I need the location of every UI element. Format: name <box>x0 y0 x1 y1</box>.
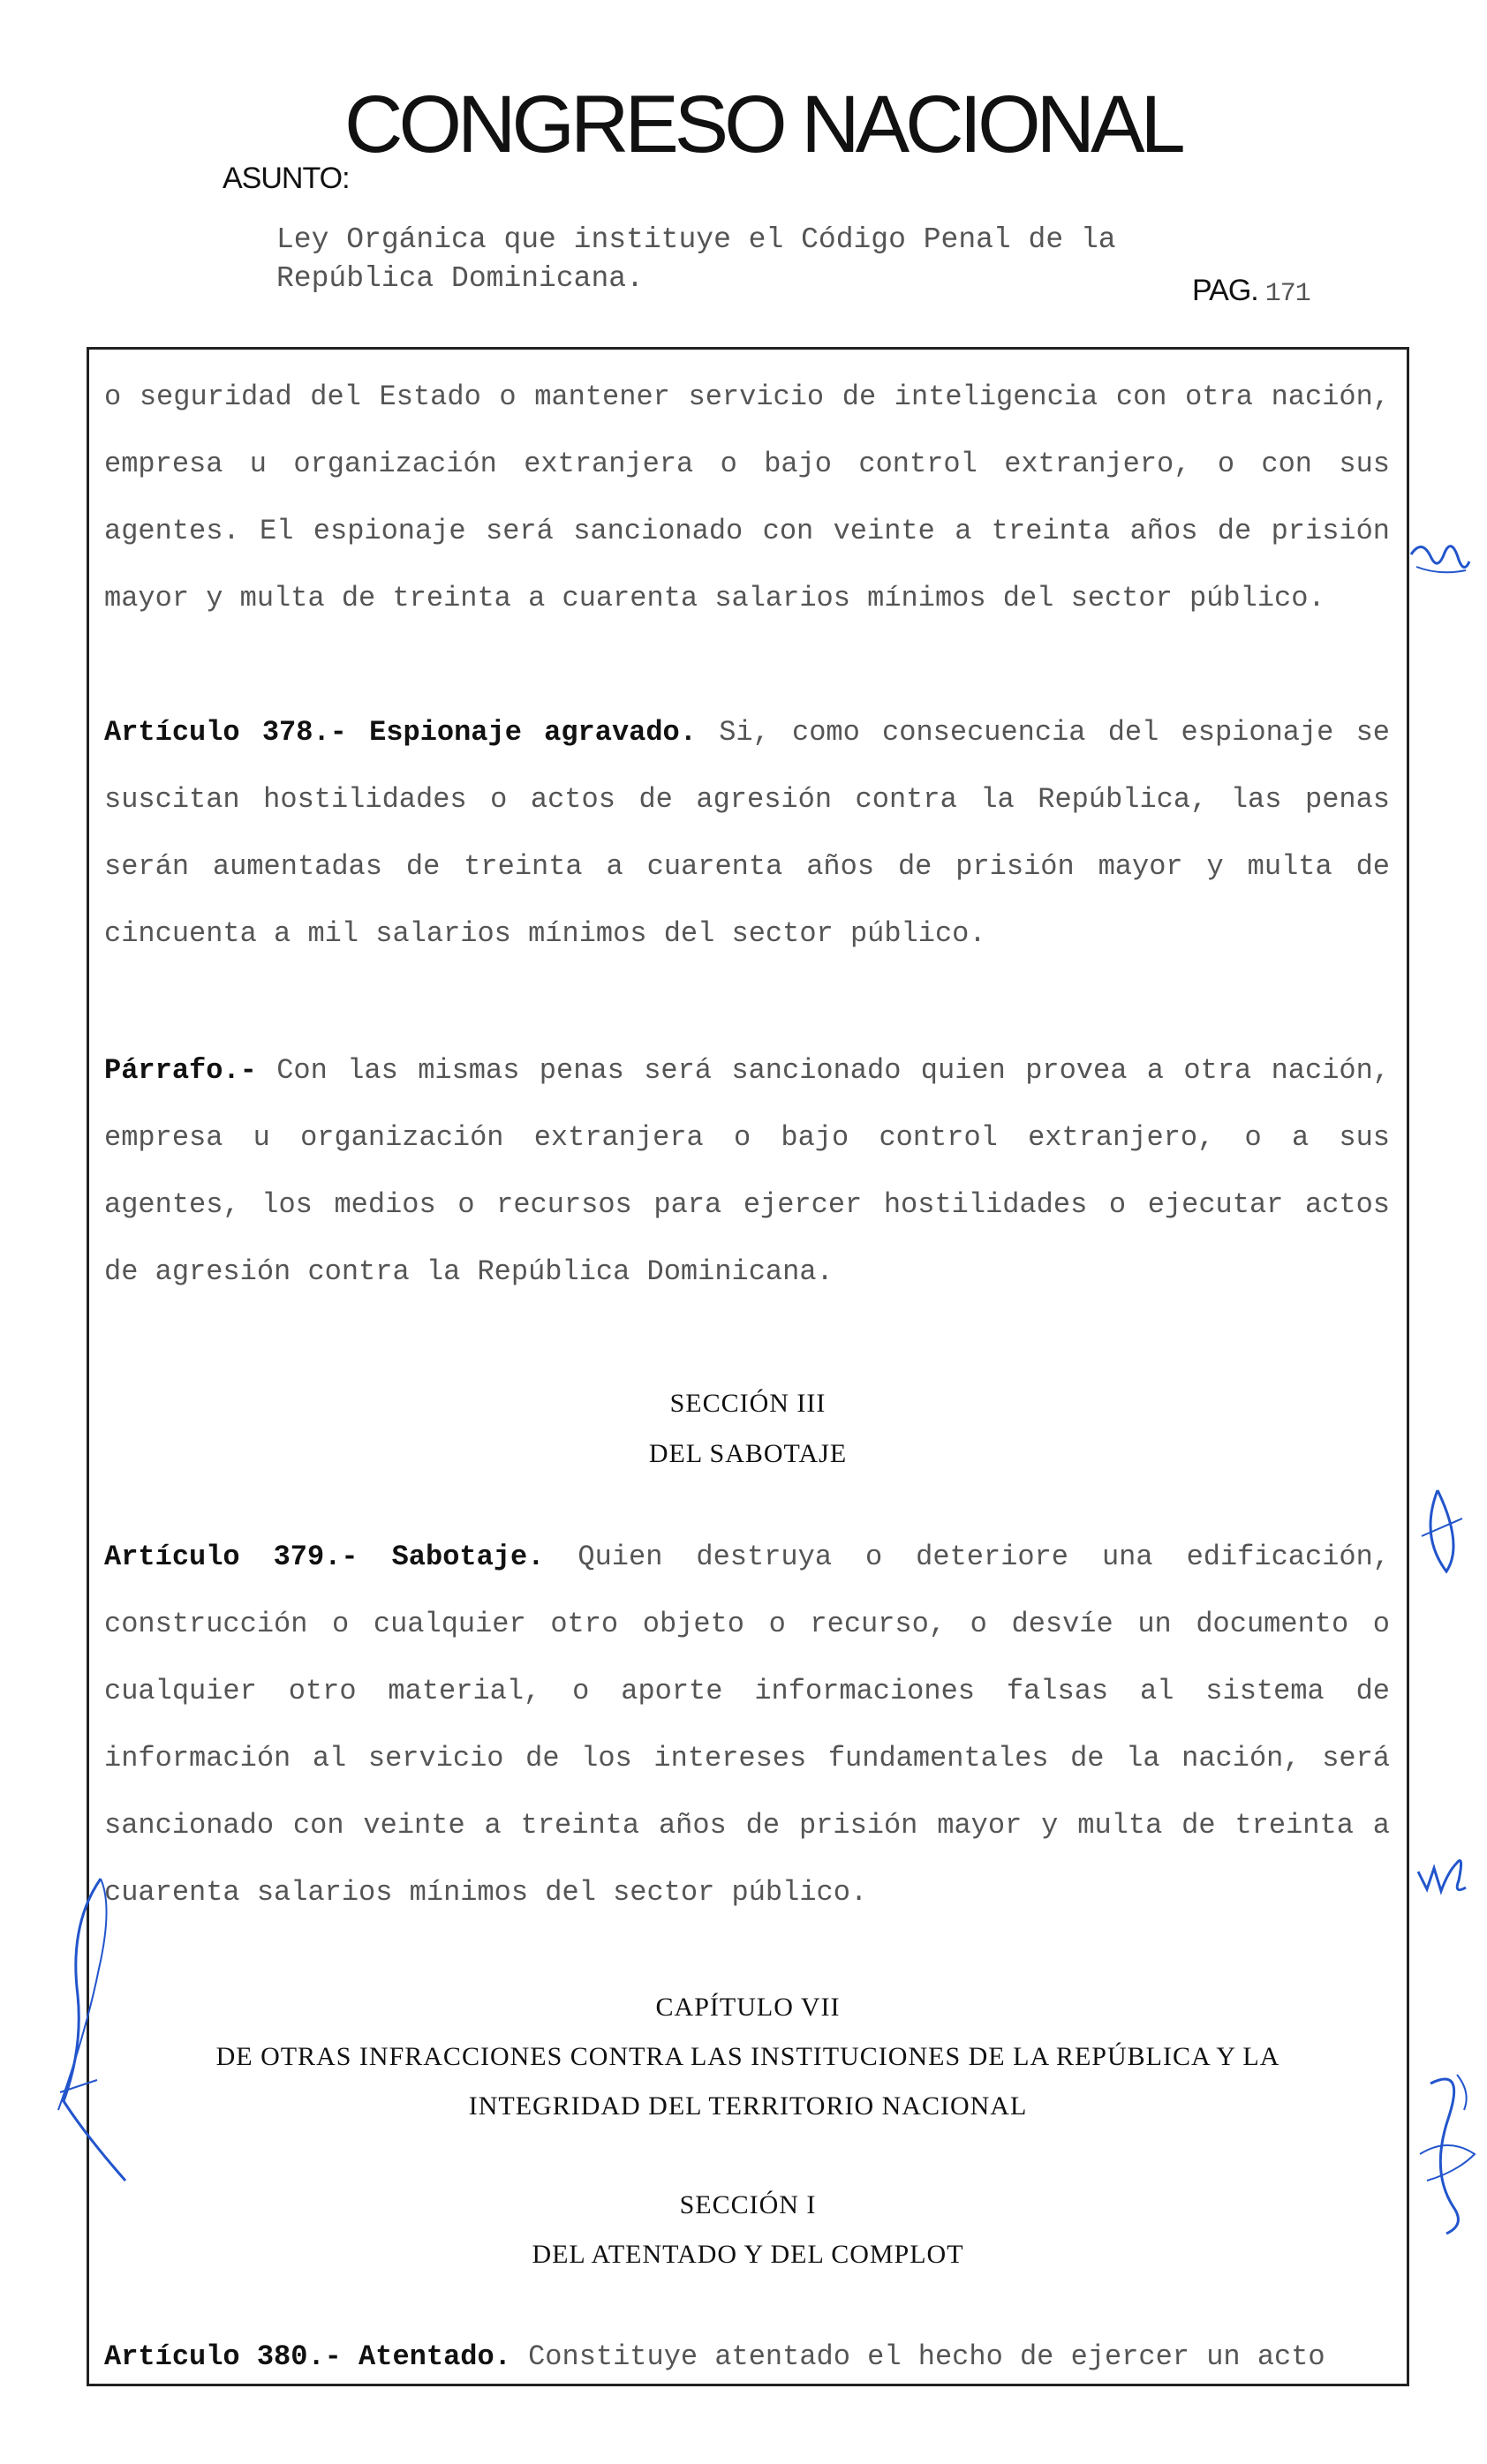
subject-line-1: Ley Orgánica que instituye el Código Penal de la <box>276 223 1116 256</box>
article-379-text: Quien destruya o deteriore una edificación, construcción o cualquier otro objeto o recurso, o desvíe un documento o cualquier otro material, o aporte informaciones falsas al sistema de información al servicio de los intereses fundamentales de la nación, será sancionado con veinte a treinta años de prisión mayor y multa de treinta a cuarenta salarios mínimos del sector público. <box>104 1541 1390 1909</box>
margin-signature <box>1413 2057 1483 2242</box>
margin-initials-3 <box>1413 1836 1475 1907</box>
seccion-3-title: SECCIÓN III <box>669 1389 827 1418</box>
page-title: CONGRESO NACIONAL <box>344 79 1181 170</box>
margin-initials-2 <box>1411 1483 1473 1598</box>
capitulo-7-title: CAPÍTULO VII <box>655 1993 841 2022</box>
article-380-label: Artículo 380.- Atentado. <box>104 2340 511 2373</box>
pag-number: 171 <box>1264 279 1310 309</box>
parrafo-text: Con las mismas penas será sancionado quien provea a otra nación, empresa u organización extranjera o bajo control extranjero, o a sus agentes, los medios o recursos para ejercer hostilidades o ejecutar actos de agresión contra la República Dominicana. <box>104 1054 1390 1288</box>
article-378-text: Si, como consecuencia del espionaje se suscitan hostilidades o actos de agresión contra la República, las penas serán aumentadas de treinta a cuarenta años de prisión mayor y multa de cincuenta a mil salarios mínimos del sector público. <box>104 716 1391 950</box>
page-number <box>1192 274 1310 309</box>
parrafo-label: Párrafo.- <box>104 1054 257 1087</box>
margin-initials-1 <box>1404 521 1475 592</box>
pag-label: PAG. <box>1192 274 1258 307</box>
seccion-1-title: SECCIÓN I <box>679 2190 817 2219</box>
seccion-3-name: DEL SABOTAJE <box>648 1439 848 1468</box>
article-378 <box>104 699 1390 968</box>
paragraph-espionaje-cont: o seguridad del Estado o mantener servicio de inteligencia con otra nación, empresa u organización extranjera o bajo control extranjero, o con sus agentes. El espionaje será sancionado con veinte a treinta años de prisión mayor y multa de treinta a cuarenta salarios mínimos del sector público. <box>104 381 1390 614</box>
subject-line-2: República Dominicana. <box>276 262 644 295</box>
article-379-label: Artículo 379.- Sabotaje. <box>104 1541 545 1573</box>
parrafo <box>104 1037 1390 1306</box>
subject <box>276 221 1116 298</box>
capitulo-7-name-1: DE OTRAS INFRACCIONES CONTRA LAS INSTITUCIONES DE LA REPÚBLICA Y LA <box>215 2042 1280 2071</box>
article-378-label: Artículo 378.- Espionaje agravado. <box>104 716 697 749</box>
article-380-text: Constituye atentado el hecho de ejercer un acto <box>510 2340 1325 2373</box>
asunto-label: ASUNTO: <box>223 162 350 195</box>
capitulo-7-name-2: INTEGRIDAD DEL TERRITORIO NACIONAL <box>468 2091 1028 2121</box>
article-379 <box>104 1524 1390 1926</box>
article-380 <box>104 2324 1390 2391</box>
seccion-1-name: DEL ATENTADO Y DEL COMPLOT <box>532 2240 964 2269</box>
